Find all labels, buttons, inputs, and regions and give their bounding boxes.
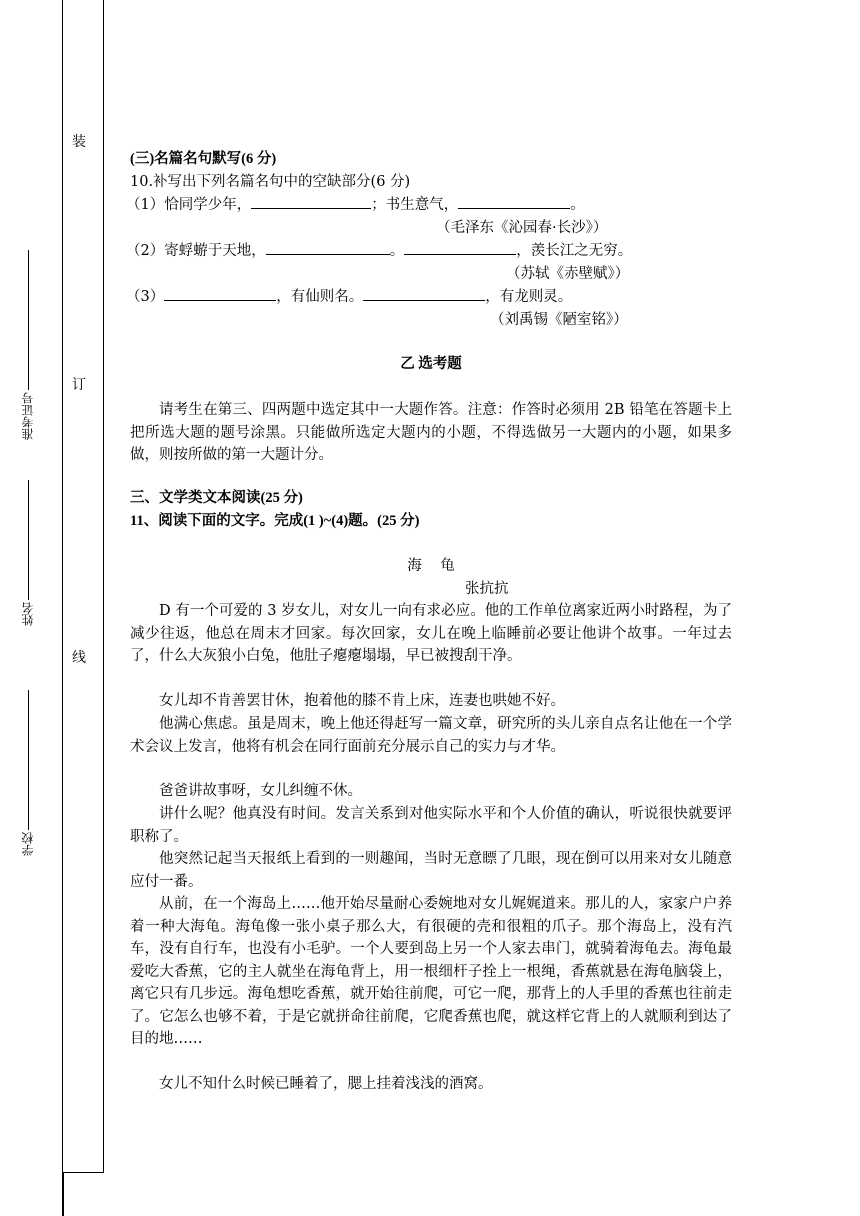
exam-id-field [18,250,38,440]
section3-heading: (三)名篇名句默写(6 分) [130,151,277,167]
story-author: 张抗抗 [465,581,509,597]
item-3 [126,286,572,308]
name-field [18,480,38,626]
school-line [28,690,29,830]
item1-text-a: （1）恰同学少年， [126,197,252,213]
exam-id-label: 准考证号 [21,392,35,440]
question-11: 11、阅读下面的文字。完成(1 )~(4)题。(25 分) [130,513,420,529]
story-paragraph-2: 女儿却不肯善罢甘休，抱着他的膝不肯上床，连妻也哄她不好。 [159,693,565,709]
story-paragraph-5: 讲什么呢？他真没有时间。发言关系到对他实际水平和个人价值的确认，听说很快就要评职称了。 [130,806,732,845]
item-1 [126,194,585,216]
binding-char-xian: 线 [72,650,86,666]
binding-margin-box [62,0,104,1173]
item3-blank-1[interactable] [164,286,276,301]
item-2 [126,240,632,262]
story-paragraph-8: 女儿不知什么时候已睡着了，腮上挂着浅浅的酒窝。 [159,1076,493,1092]
item1-text-c: 。 [570,197,585,213]
story-paragraph-1: D 有一个可爱的 3 岁女儿，对女儿一向有求必应。他的工作单位离家近两小时路程，为了减少往返，他总在周末才回家。每次回家，女儿在晚上临睡前必要让他讲个故事。一年过去了，什么大灰狼小白兔，他肚子瘪瘪塌塌，早已被搜刮干净。 [130,603,732,664]
item2-text-c: ，羡长江之无穷。 [516,243,633,259]
item2-blank-2[interactable] [404,240,516,255]
elective-instructions: 请考生在第三、四两题中选定其中一大题作答。注意：作答时必须用 2B 铅笔在答题卡上把所选大题的题号涂黑。只能做所选定大题内的小题，不得选做另一大题内的小题，如果多做，则按所做的第一大题计分。 [130,402,732,463]
item1-blank-1[interactable] [251,194,371,209]
name-label: 姓名 [21,602,35,626]
section-lit-heading: 三、文学类文本阅读(25 分) [130,490,303,506]
story-title: 海 龟 [407,558,455,574]
item2-text-b: 。 [389,243,405,259]
item1-source: （毛泽东《沁园春·长沙》） [436,220,608,236]
item3-text-a: （3） [126,289,165,305]
item2-source: （苏轼《赤壁赋》） [506,266,630,282]
binding-char-ding: 订 [72,377,86,393]
school-label: 学校 [21,832,35,856]
story-paragraph-4: 爸爸讲故事呀，女儿纠缠不休。 [159,783,362,799]
binding-margin-line [62,1172,64,1216]
exam-id-line [28,250,29,390]
item3-text-c: ，有龙则灵。 [485,289,573,305]
elective-title: 乙 选考题 [400,356,462,372]
story-paragraph-3: 他满心焦虑。虽是周末，晚上他还得赶写一篇文章，研究所的头儿亲自点名让他在一个学术会议上发言，他将有机会在同行面前充分展示自己的实力与才华。 [130,716,732,755]
item2-text-a: （2）寄蜉蝣于天地， [126,243,266,259]
question-10: 10.补写出下列名篇名句中的空缺部分(6 分) [130,174,411,190]
item2-blank-1[interactable] [266,240,390,255]
story-paragraph-6: 他突然记起当天报纸上看到的一则趣闻，当时无意瞟了几眼，现在倒可以用来对女儿随意应付一番。 [130,851,732,890]
item1-text-b: ；书生意气， [371,197,459,213]
story-paragraph-7: 从前，在一个海岛上……他开始尽量耐心委婉地对女儿娓娓道来。那儿的人，家家户户养着一种大海龟。海龟像一张小桌子那么大，有很硬的壳和很粗的爪子。那个海岛上，没有汽车，没有自行车，也没有小毛驴。一个人要到岛上另一个人家去串门，就骑着海龟去。海龟最爱吃大香蕉，它的主人就坐在海龟背上，用一根细杆子拴上一根绳，香蕉就悬在海龟脑袋上，离它只有几步远。海龟想吃香蕉，就开始往前爬，可它一爬，那背上的人手里的香蕉也往前走了。它怎么也够不着，于是它就拼命往前爬，它爬香蕉也爬，就这样它背上的人就顺利到达了目的地…… [130,896,732,1047]
item3-source: （刘禹锡《陋室铭》） [490,312,628,328]
item3-text-b: ，有仙则名。 [276,289,364,305]
item1-blank-2[interactable] [458,194,570,209]
name-line [28,480,29,600]
item3-blank-2[interactable] [363,286,485,301]
school-field [18,690,38,856]
binding-char-zhuang: 装 [72,134,86,150]
